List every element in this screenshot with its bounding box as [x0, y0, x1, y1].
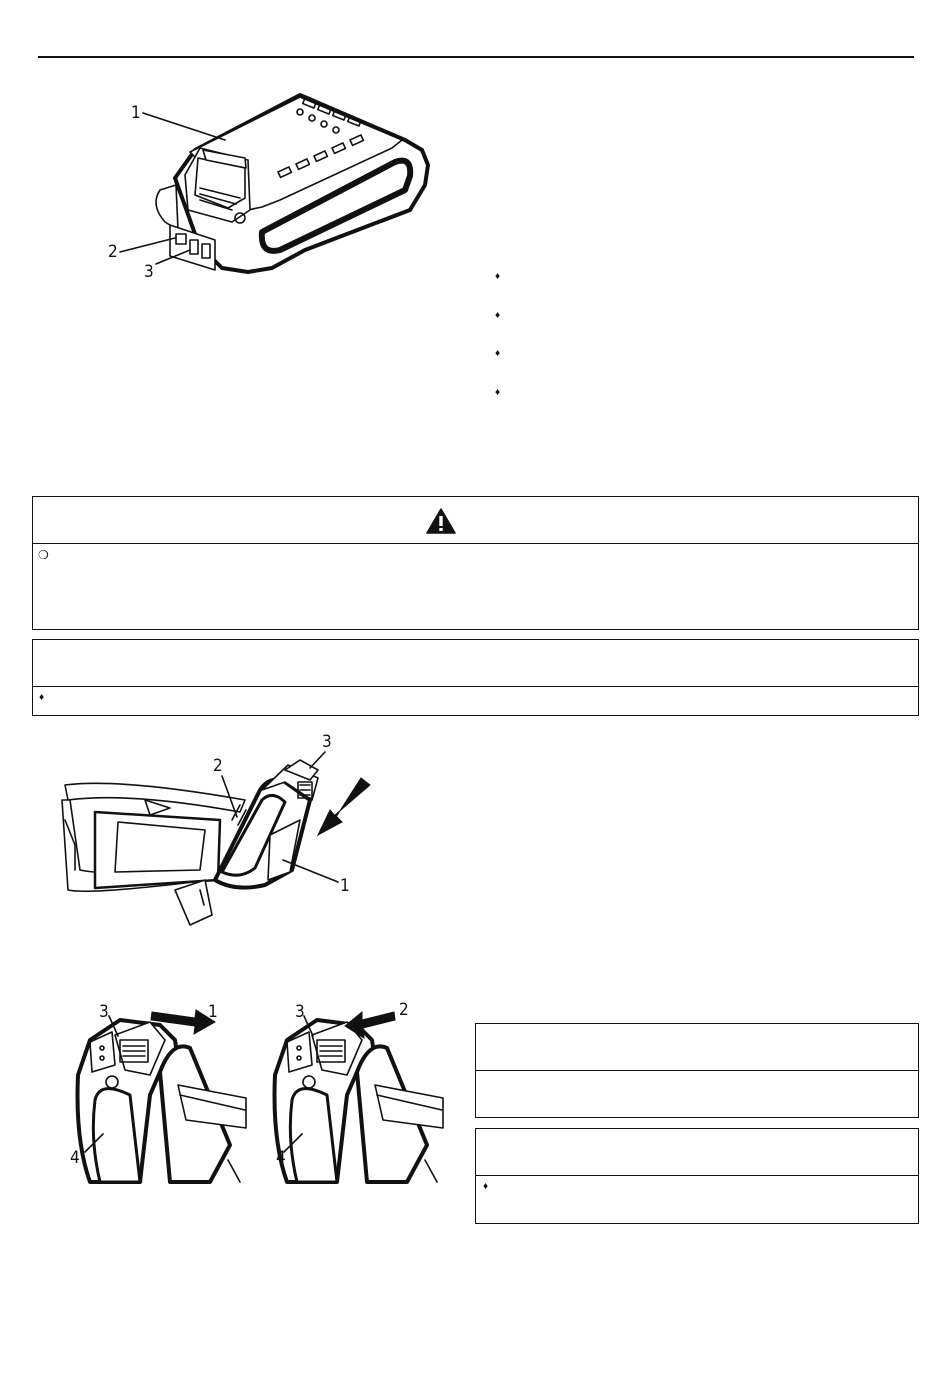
- warning-box: [32, 496, 919, 630]
- notice-box: [32, 639, 919, 716]
- list-bullet: ♦: [495, 387, 501, 398]
- callout-3: 3: [144, 262, 154, 282]
- list-bullet: ♦: [495, 348, 501, 359]
- callout-3: 3: [295, 1002, 305, 1022]
- callout-2: 2: [399, 1000, 409, 1020]
- note-box-2-bullet: ♦: [483, 1181, 489, 1192]
- note-box-1: [475, 1023, 919, 1118]
- battery-pack-illustration: [140, 90, 440, 280]
- note-box-2-header: [476, 1129, 918, 1176]
- list-bullet: ♦: [495, 271, 501, 282]
- callout-3: 3: [322, 732, 332, 752]
- callout-2: 2: [213, 756, 223, 776]
- note-box-1-header: [476, 1024, 918, 1071]
- header-rule: [38, 56, 914, 58]
- warning-bullet: ❍: [38, 548, 49, 562]
- list-bullet: ♦: [495, 310, 501, 321]
- callout-4: 4: [70, 1148, 80, 1168]
- battery-release-illustration-left: [70, 1000, 255, 1185]
- warning-box-header: [33, 497, 918, 544]
- callout-3: 3: [99, 1002, 109, 1022]
- callout-4: 4: [276, 1148, 286, 1168]
- callout-2: 2: [108, 242, 118, 262]
- notice-bullet: ♦: [39, 692, 45, 703]
- callout-1: 1: [340, 876, 350, 896]
- notice-box-header: [33, 640, 918, 687]
- note-box-2: [475, 1128, 919, 1224]
- callout-1: 1: [208, 1002, 218, 1022]
- battery-release-illustration-right: [270, 1000, 450, 1185]
- callout-1: 1: [131, 103, 141, 123]
- warning-triangle-icon: [426, 508, 456, 534]
